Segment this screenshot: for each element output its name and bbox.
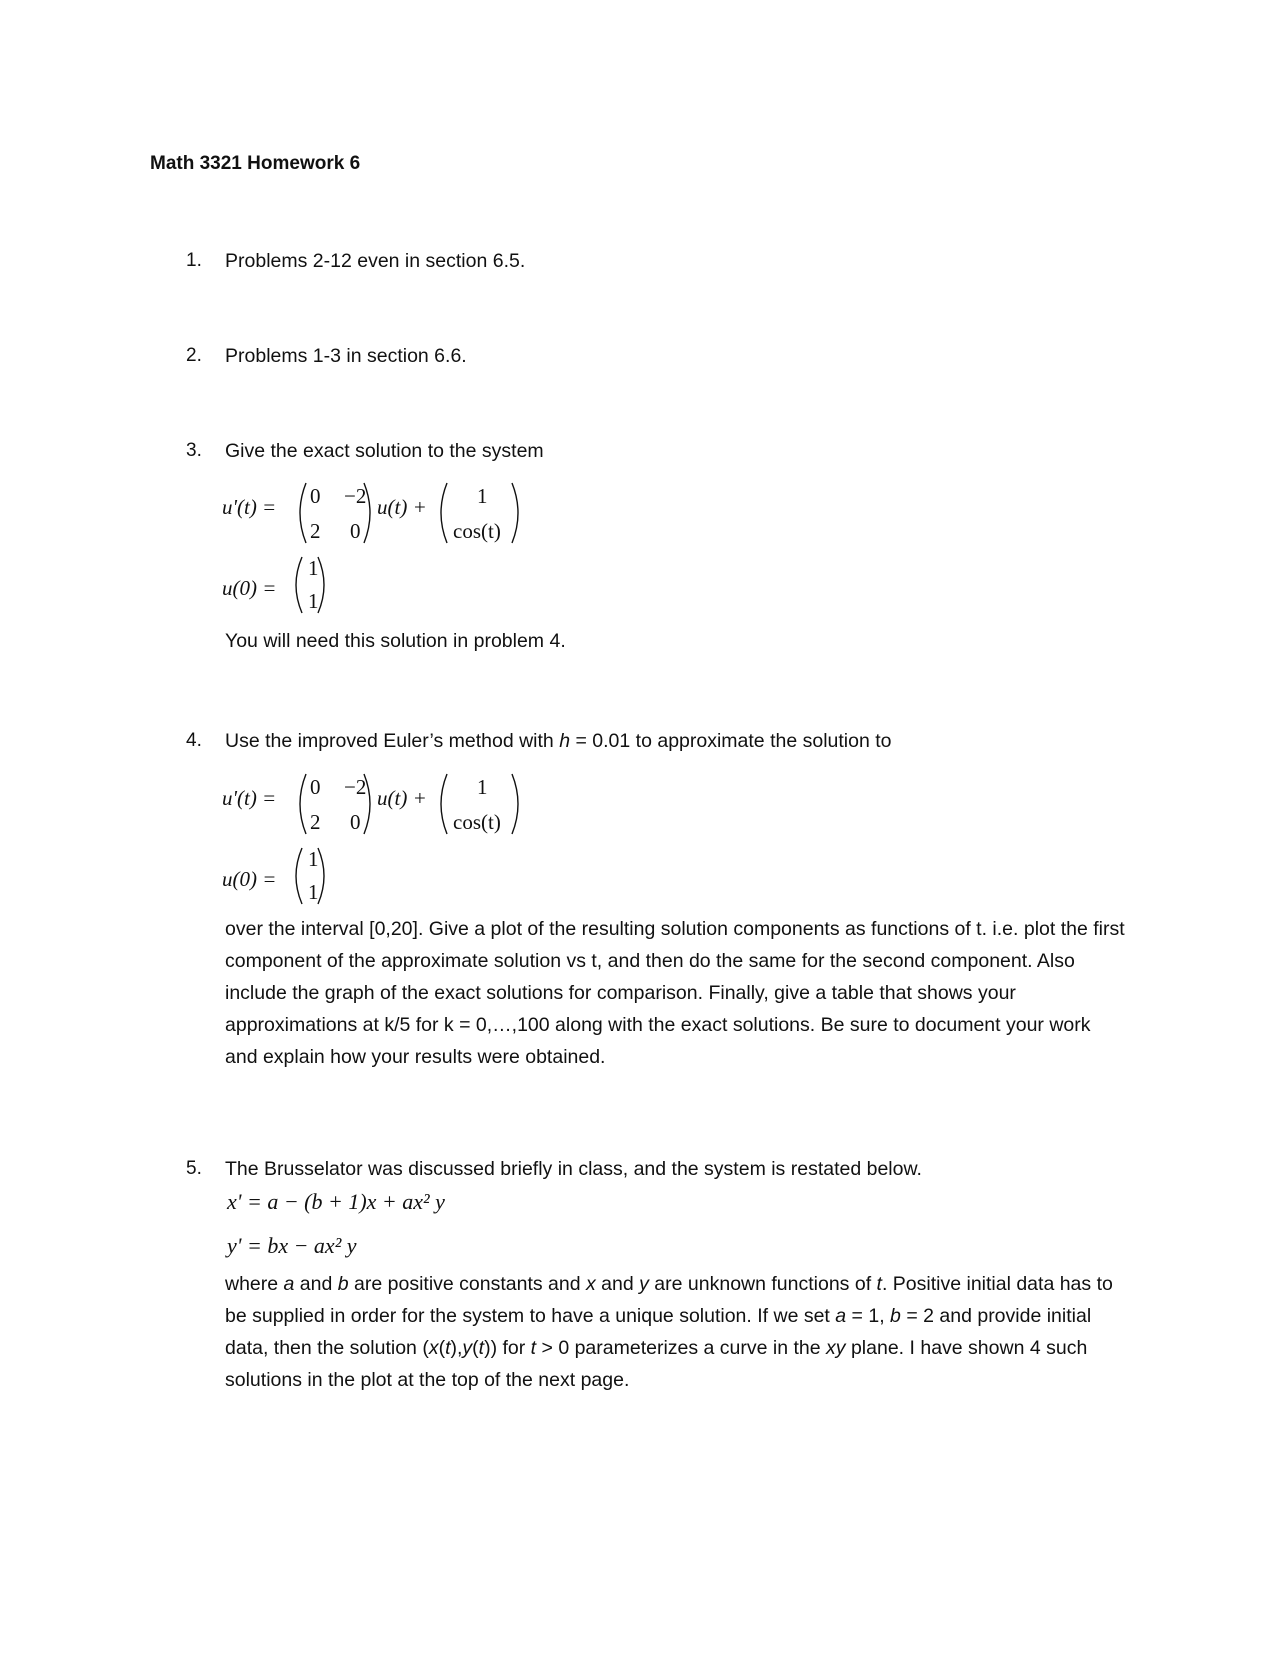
eq3-m11: 0: [310, 484, 321, 508]
eq3-ic-lhs: u(0) =: [222, 576, 277, 600]
item-1-text: Problems 2-12 even in section 6.5.: [225, 250, 526, 272]
item-1-number: 1.: [186, 250, 202, 271]
page-title: Math 3321 Homework 6: [150, 153, 361, 174]
item-5-number: 5.: [186, 1158, 202, 1179]
eq3-mid: u(t) +: [377, 495, 427, 519]
eq3-f1: 1: [477, 484, 488, 508]
system-equation-4: [222, 766, 542, 921]
item-3-number: 3.: [186, 440, 202, 461]
eq4-mid: u(t) +: [377, 786, 427, 810]
brusselator-eq1: x' = a − (b + 1)x + ax² y: [227, 1189, 445, 1214]
item-4-paragraph: over the interval [0,20]. Give a plot of the resulting solution components as functions of t. i.e. plot the first component of the approximate solution vs t, and then do the same for the second component. Also include the graph of the exact solutions for comparison. Finally, give a table that shows your approximations at k/5 for k = 0,…,100 along with the exact solutions. Be sure to document your work and explain how your results were obtained.: [225, 918, 1125, 1068]
item-3-note: You will need this solution in problem 4.: [225, 630, 566, 652]
eq4-ic-lhs: u(0) =: [222, 867, 277, 891]
eq3-m22: 0: [350, 519, 361, 543]
eq4-f2: cos(t): [453, 810, 501, 834]
eq4-m21: 2: [310, 810, 321, 834]
eq4-m22: 0: [350, 810, 361, 834]
eq3-m21: 2: [310, 519, 321, 543]
eq4-lhs: u'(t) =: [222, 786, 277, 810]
eq3-f2: cos(t): [453, 519, 501, 543]
item-5-text: The Brusselator was discussed briefly in class, and the system is restated below.: [225, 1158, 922, 1180]
item-3-text: Give the exact solution to the system: [225, 440, 544, 462]
eq3-lhs: u'(t) =: [222, 495, 277, 519]
item-4-number: 4.: [186, 730, 202, 751]
brusselator-eq2: y' = bx − ax² y: [227, 1233, 357, 1258]
eq4-ic1: 1: [308, 847, 319, 871]
item-4-text: Use the improved Euler’s method with h = 0.01 to approximate the solution to: [225, 730, 892, 752]
eq4-m12: −2: [344, 775, 367, 799]
eq4-m11: 0: [310, 775, 321, 799]
eq3-ic1: 1: [308, 556, 319, 580]
eq4-ic2: 1: [308, 880, 319, 904]
eq3-m12: −2: [344, 484, 367, 508]
eq3-ic2: 1: [308, 589, 319, 613]
item-2-number: 2.: [186, 345, 202, 366]
system-equation-3: [222, 475, 542, 630]
item-2-text: Problems 1-3 in section 6.6.: [225, 345, 467, 367]
item-5-paragraph: where a and b are positive constants and x and y are unknown functions of t. Positive initial data has to be supplied in order for the system to have a unique solution. If we set a = 1, b = 2 and provide initial data, then the solution (x(t),y(t)) for t > 0 parameterizes a curve in the xy plane. I have shown 4 such solutions in the plot at the top of the next page.: [225, 1273, 1113, 1391]
eq4-f1: 1: [477, 775, 488, 799]
